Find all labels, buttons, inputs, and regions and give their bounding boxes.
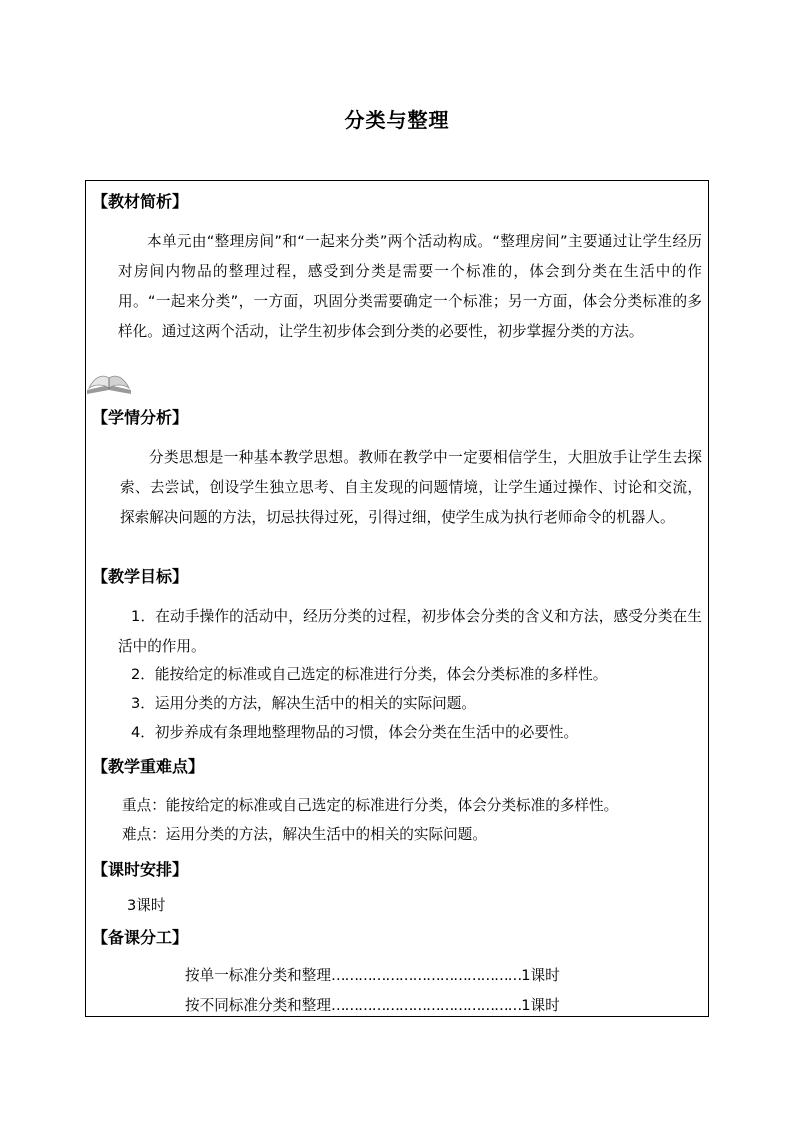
goal-item-2: 2．能按给定的标准或自己选定的标准进行分类，体会分类标准的多样性。: [131, 666, 608, 683]
division-row-value: 1课时: [521, 967, 560, 984]
section-heading-schedule: 【课时安排】: [92, 860, 189, 879]
key-point-text: 重点：能按给定的标准或自己选定的标准进行分类，体会分类标准的多样性。: [122, 797, 619, 814]
division-row-dots: ……………………………………: [330, 967, 522, 984]
page-title: 分类与整理: [344, 108, 450, 132]
goal-item-3: 3．运用分类的方法，解决生活中的相关的实际问题。: [131, 695, 476, 712]
textbook-analysis-text: 本单元由“整理房间”和“一起来分类”两个活动构成。“整理房间”主要通过让学生经历对房间内物品的整理过程，感受到分类是需要一个标准的，体会到分类在生活中的作用。“一起来分类”，一方面，巩固分类需要确定一个标准；另一方面，体会分类标准的多样化。通过这两个活动，让学生初步体会到分类的必要性，初步掌握分类的方法。: [118, 233, 702, 340]
division-row-dots: ……………………………………: [330, 997, 522, 1014]
section-heading-students: 【学情分析】: [92, 408, 189, 427]
division-row-label: 按不同标准分类和整理: [185, 997, 331, 1014]
section-heading-keypoints: 【教学重难点】: [92, 757, 205, 776]
goal-item-1: 1．在动手操作的活动中，经历分类的过程，初步体会分类的含义和方法，感受分类在生活中的作用。: [118, 608, 702, 655]
difficult-point-text: 难点：运用分类的方法，解决生活中的相关的实际问题。: [122, 826, 487, 843]
division-row-value: 1课时: [521, 997, 560, 1014]
goal-item-4: 4．初步养成有条理地整理物品的习惯，体会分类在生活中的必要性。: [131, 724, 579, 741]
section-heading-division: 【备课分工】: [92, 928, 189, 947]
section-heading-textbook: 【教材简析】: [92, 192, 189, 211]
book-icon: [85, 366, 133, 396]
division-row-label: 按单一标准分类和整理: [185, 967, 331, 984]
student-analysis-text: 分类思想是一种基本教学思想。教师在教学中一定要相信学生，大胆放手让学生去探索、去尝试，创设学生独立思考、自主发现的问题情境，让学生通过操作、讨论和交流，探索解决问题的方法，切忌扶得过死，引得过细，使学生成为执行老师命令的机器人。: [120, 449, 702, 526]
section-heading-goals: 【教学目标】: [92, 567, 189, 586]
division-row: [185, 996, 560, 1016]
schedule-value: 3课时: [127, 897, 166, 914]
division-row: [185, 966, 560, 986]
